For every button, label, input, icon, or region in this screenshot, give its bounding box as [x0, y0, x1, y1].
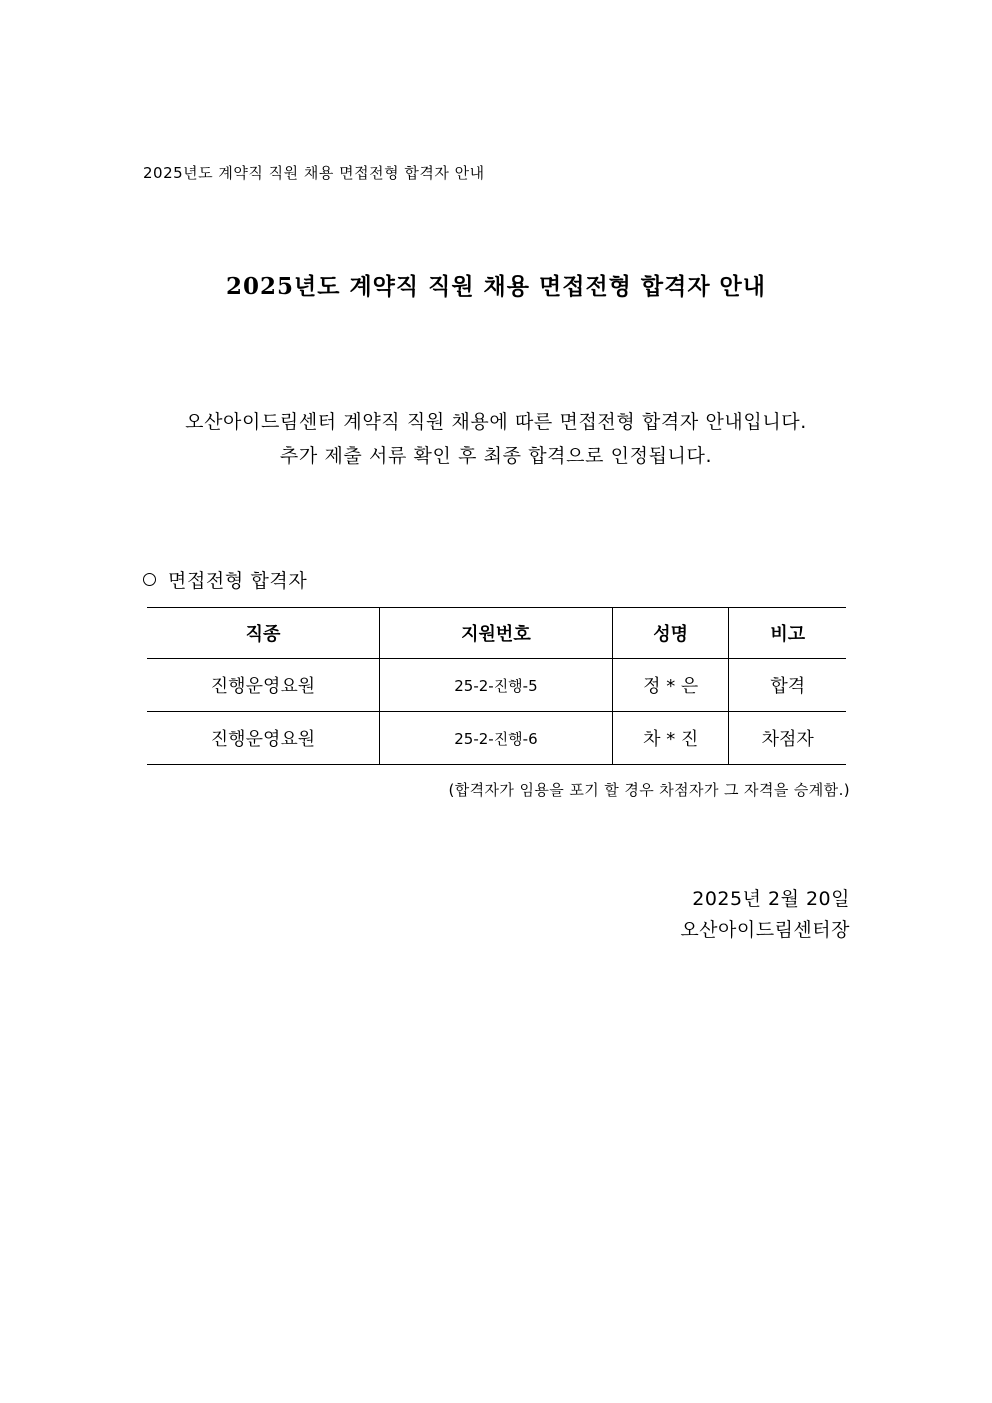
header-application-number: 지원번호 — [379, 608, 612, 659]
section-heading — [143, 566, 307, 593]
table-header-row — [147, 608, 846, 659]
cell-remarks: 차점자 — [729, 712, 846, 765]
header-name: 성명 — [612, 608, 729, 659]
table-footnote: (합격자가 임용을 포기 할 경우 차점자가 그 자격을 승계함.) — [448, 781, 850, 799]
cell-application-number: 25-2-진행-5 — [379, 659, 612, 712]
document-header: 2025년도 계약직 직원 채용 면접전형 합격자 안내 — [143, 164, 485, 182]
cell-application-number: 25-2-진행-6 — [379, 712, 612, 765]
cell-job-type: 진행운영요원 — [147, 659, 379, 712]
cell-job-type: 진행운영요원 — [147, 712, 379, 765]
cell-name: 정 * 은 — [612, 659, 729, 712]
signer-title: 오산아이드림센터장 — [680, 919, 850, 941]
header-remarks: 비고 — [729, 608, 846, 659]
results-table — [147, 607, 846, 765]
circle-bullet-icon — [143, 573, 156, 586]
table-row — [147, 659, 846, 712]
header-job-type: 직종 — [147, 608, 379, 659]
intro-paragraph — [0, 405, 992, 473]
intro-line-1: 오산아이드림센터 계약직 직원 채용에 따른 면접전형 합격자 안내입니다. — [185, 411, 807, 433]
issue-date: 2025년 2월 20일 — [692, 888, 850, 910]
intro-line-2: 추가 제출 서류 확인 후 최종 합격으로 인정됩니다. — [279, 445, 713, 467]
document-title: 2025년도 계약직 직원 채용 면접전형 합격자 안내 — [226, 273, 766, 300]
table-row — [147, 712, 846, 765]
cell-remarks: 합격 — [729, 659, 846, 712]
section-heading-label: 면접전형 합격자 — [168, 570, 308, 592]
cell-name: 차 * 진 — [612, 712, 729, 765]
